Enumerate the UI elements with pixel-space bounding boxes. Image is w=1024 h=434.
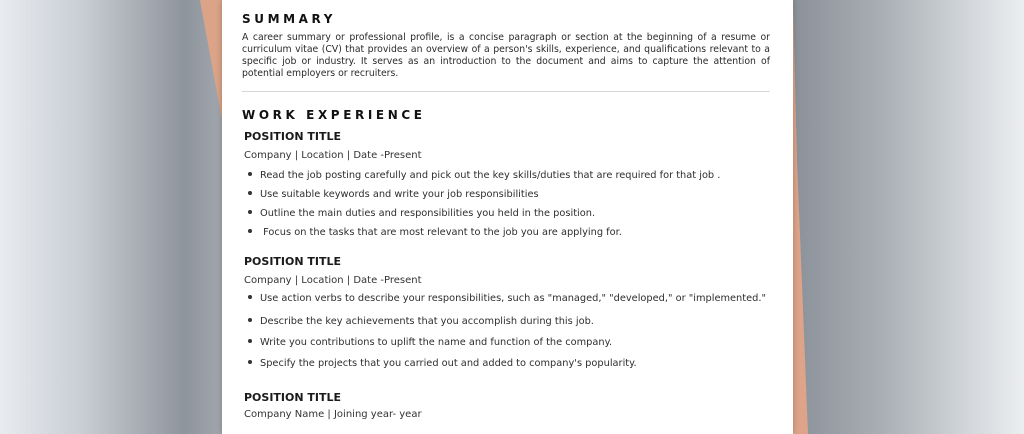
list-item [248,358,637,369]
list-item [248,316,594,327]
bullet-icon [248,360,252,364]
list-item [248,337,612,348]
list-item [248,227,622,238]
bullet-text: Read the job posting carefully and pick out the key skills/duties that are required for that job . [260,170,721,181]
position-meta: Company Name | Joining year- year [244,409,422,420]
bullet-text: Describe the key achievements that you accomplish during this job. [260,316,594,327]
list-item [248,293,766,304]
position-meta: Company | Location | Date -Present [244,150,422,161]
position-title: POSITION TITLE [244,391,342,404]
resume-page [222,0,793,434]
position-meta: Company | Location | Date -Present [244,275,422,286]
bullet-icon [248,210,252,214]
position-title: POSITION TITLE [244,130,342,143]
bullet-text: Focus on the tasks that are most relevant to the job you are applying for. [260,227,622,238]
bullet-icon [248,229,252,233]
bullet-text: Write you contributions to uplift the name and function of the company. [260,337,613,348]
bullet-text: Use suitable keywords and write your job responsibilities [260,189,539,200]
summary-paragraph: A career summary or professional profile, is a concise paragraph or section at the beginning of a resume or curriculum vitae (CV) that provides an overview of a person's skills, experience, and qualifications relevant to a specific job or industry. It serves as an introduction to the document and aims to capture the attention of potential employers or recruiters. [242,32,770,79]
bullet-text: Use action verbs to describe your responsibilities, such as "managed," "developed," or "implemented." [260,293,766,304]
summary-heading: SUMMARY [242,12,337,26]
work-experience-heading: WORK EXPERIENCE [242,108,426,122]
section-divider [242,91,770,92]
position-title: POSITION TITLE [244,255,342,268]
list-item [248,208,595,219]
bullet-text: Specify the projects that you carried out and added to company's popularity. [260,358,637,369]
bullet-icon [248,339,252,343]
bullet-icon [248,295,252,299]
bullet-icon [248,172,252,176]
list-item [248,170,720,181]
bullet-icon [248,191,252,195]
bullet-icon [248,318,252,322]
bullet-text: Outline the main duties and responsibilities you held in the position. [260,208,596,219]
list-item [248,189,539,200]
